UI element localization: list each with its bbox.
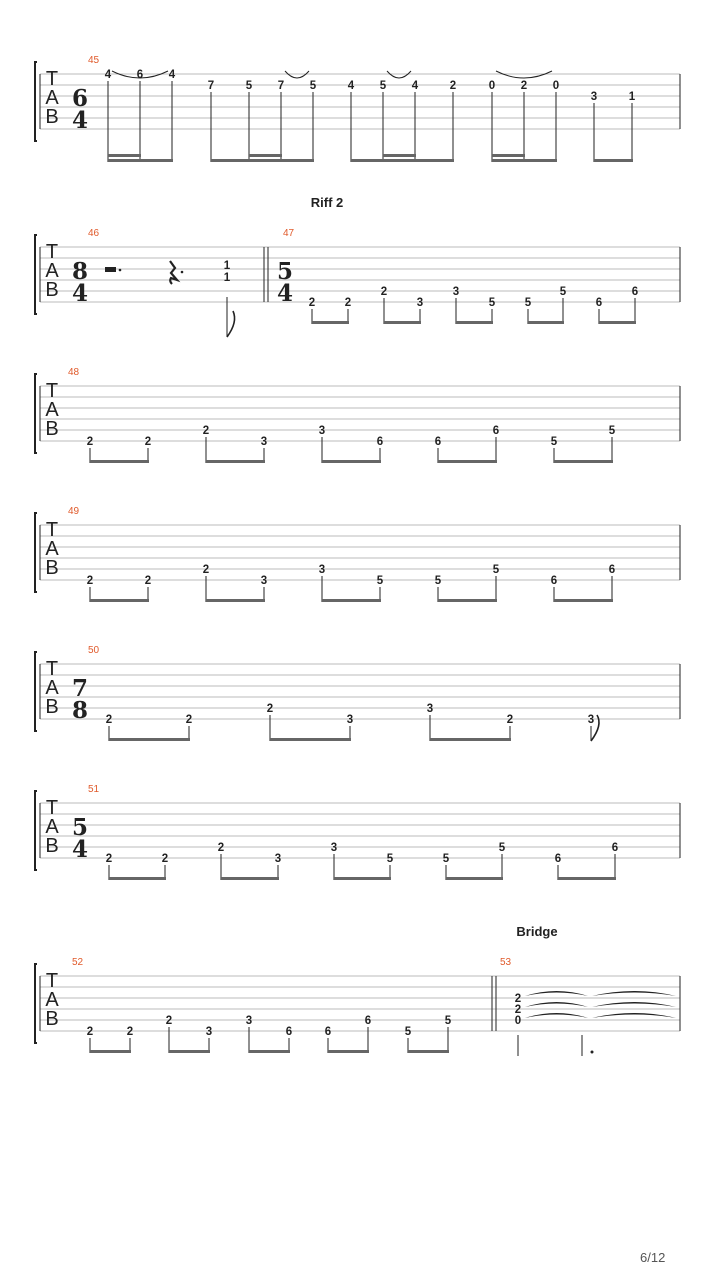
tab-clef-letter: T [45, 519, 59, 541]
fret-number: 6 [608, 564, 616, 576]
fret-number: 3 [318, 564, 326, 576]
fret-number: 2 [144, 436, 152, 448]
beam [90, 460, 149, 463]
beam [109, 877, 166, 880]
tie [525, 991, 588, 996]
fret-number: 3 [330, 842, 338, 854]
rest-dot [119, 269, 122, 272]
fret-number: 2 [506, 714, 514, 726]
beam [328, 1050, 369, 1053]
time-signature-top: 6 [71, 85, 89, 112]
tab-clef-letter: A [45, 677, 59, 699]
fret-number: 6 [595, 297, 603, 309]
system-bracket [35, 652, 37, 731]
fret-number: 5 [434, 575, 442, 587]
tab-system [35, 924, 680, 1056]
beam [108, 159, 173, 162]
time-signature-top: 5 [71, 814, 89, 841]
fret-number: 1 [223, 272, 231, 284]
fret-number: 4 [104, 69, 112, 81]
fret-number: 2 [161, 853, 169, 865]
beam [446, 877, 503, 880]
time-signature-bottom: 4 [71, 107, 89, 134]
tab-clef-letter: T [45, 241, 59, 263]
fret-number: 4 [347, 80, 355, 92]
beam [221, 877, 279, 880]
fret-number: 4 [168, 69, 176, 81]
fret-number: 5 [442, 853, 450, 865]
fret-number: 5 [386, 853, 394, 865]
measure-number: 51 [88, 784, 100, 795]
fret-number: 5 [376, 575, 384, 587]
measure-number: 47 [283, 228, 295, 239]
measure-number: 53 [500, 957, 512, 968]
fret-number: 5 [524, 297, 532, 309]
fret-number: 5 [559, 286, 567, 298]
fret-number: 3 [318, 425, 326, 437]
beam [169, 1050, 210, 1053]
tab-clef-letter: A [45, 260, 59, 282]
fret-number: 6 [492, 425, 500, 437]
fret-number: 2 [165, 1015, 173, 1027]
fret-number: 0 [488, 80, 496, 92]
fret-number: 4 [411, 80, 419, 92]
beam [438, 460, 497, 463]
measure-number: 49 [68, 506, 80, 517]
fret-number: 2 [514, 993, 522, 1005]
beam [430, 738, 511, 741]
fret-number: 2 [266, 703, 274, 715]
tie [525, 1002, 588, 1007]
half-rest [105, 267, 116, 272]
beam [554, 599, 613, 602]
tab-system [35, 195, 680, 337]
tab-system [35, 367, 680, 463]
fret-number: 5 [404, 1026, 412, 1038]
fret-number: 6 [554, 853, 562, 865]
system-bracket [35, 62, 37, 141]
tab-clef-letter: T [45, 68, 59, 90]
fret-number: 2 [144, 575, 152, 587]
beam [599, 321, 636, 324]
fret-number: 2 [105, 853, 113, 865]
tab-clef-letter: A [45, 989, 59, 1011]
rest-dot [181, 271, 184, 274]
fret-number: 5 [245, 80, 253, 92]
fret-number: 2 [86, 575, 94, 587]
tie [592, 991, 676, 996]
tab-clef-letter: B [45, 696, 59, 718]
fret-number: 2 [308, 297, 316, 309]
time-signature-top: 5 [276, 258, 294, 285]
measure-number: 52 [72, 957, 84, 968]
fret-number: 3 [590, 91, 598, 103]
fret-number: 2 [449, 80, 457, 92]
time-signature-bottom: 4 [276, 280, 294, 307]
fret-number: 3 [426, 703, 434, 715]
tab-clef-letter: B [45, 279, 59, 301]
tab-system [35, 645, 680, 741]
fret-number: 2 [185, 714, 193, 726]
fret-number: 3 [274, 853, 282, 865]
fret-number: 2 [520, 80, 528, 92]
fret-number: 2 [126, 1026, 134, 1038]
fret-number: 0 [514, 1015, 522, 1027]
fret-number: 5 [444, 1015, 452, 1027]
secondary-beam [108, 154, 141, 157]
tab-clef-letter: B [45, 835, 59, 857]
measure-number: 50 [88, 645, 100, 656]
fret-number: 6 [550, 575, 558, 587]
tab-clef-letter: A [45, 816, 59, 838]
dot [591, 1051, 594, 1054]
system-bracket [35, 791, 37, 870]
beam [211, 159, 314, 162]
beam [90, 1050, 131, 1053]
fret-number: 2 [202, 425, 210, 437]
time-signature-bottom: 4 [71, 280, 89, 307]
fret-number: 6 [434, 436, 442, 448]
fret-number: 1 [223, 260, 231, 272]
beam [322, 599, 381, 602]
fret-number: 5 [550, 436, 558, 448]
tab-clef-letter: A [45, 87, 59, 109]
measure-number: 48 [68, 367, 80, 378]
fret-number: 3 [260, 436, 268, 448]
fret-number: 6 [376, 436, 384, 448]
secondary-beam [249, 154, 282, 157]
fret-number: 0 [552, 80, 560, 92]
fret-number: 3 [245, 1015, 253, 1027]
fret-number: 2 [380, 286, 388, 298]
fret-number: 7 [277, 80, 285, 92]
system-bracket [35, 513, 37, 592]
beam [554, 460, 613, 463]
beam [384, 321, 421, 324]
fret-number: 6 [631, 286, 639, 298]
fret-number: 3 [587, 714, 595, 726]
fret-number: 2 [202, 564, 210, 576]
fret-number: 1 [628, 91, 636, 103]
beam [312, 321, 349, 324]
fret-number: 3 [416, 297, 424, 309]
beam [558, 877, 616, 880]
note-flag [227, 311, 235, 337]
beam [270, 738, 351, 741]
tab-clef-letter: T [45, 380, 59, 402]
time-signature-top: 7 [71, 675, 89, 702]
beam [206, 460, 265, 463]
fret-number: 2 [86, 1026, 94, 1038]
tab-clef-letter: A [45, 538, 59, 560]
beam [528, 321, 564, 324]
fret-number: 6 [285, 1026, 293, 1038]
fret-number: 6 [136, 69, 144, 81]
tab-clef-letter: B [45, 106, 59, 128]
fret-number: 3 [346, 714, 354, 726]
fret-number: 2 [86, 436, 94, 448]
beam [492, 159, 557, 162]
fret-number: 6 [364, 1015, 372, 1027]
beam [408, 1050, 449, 1053]
beam [351, 159, 454, 162]
section-label: Riff 2 [310, 195, 344, 210]
fret-number: 3 [260, 575, 268, 587]
fret-number: 3 [205, 1026, 213, 1038]
beam [90, 599, 149, 602]
fret-number: 2 [514, 1004, 522, 1016]
beam [334, 877, 391, 880]
beam [249, 1050, 290, 1053]
beam [109, 738, 190, 741]
fret-number: 5 [498, 842, 506, 854]
beam [456, 321, 493, 324]
tab-system [35, 784, 680, 880]
fret-number: 2 [344, 297, 352, 309]
system-bracket [35, 374, 37, 453]
time-signature-bottom: 8 [71, 697, 89, 724]
secondary-beam [492, 154, 525, 157]
tie [592, 1002, 676, 1007]
measure-number: 46 [88, 228, 100, 239]
tab-clef-letter: B [45, 557, 59, 579]
fret-number: 7 [207, 80, 215, 92]
tab-clef-letter: T [45, 658, 59, 680]
tab-clef-letter: B [45, 418, 59, 440]
tie [525, 1013, 588, 1018]
tab-clef-letter: T [45, 797, 59, 819]
beam [206, 599, 265, 602]
time-signature-bottom: 4 [71, 836, 89, 863]
quarter-rest [170, 261, 177, 284]
measure-number: 45 [88, 55, 100, 66]
fret-number: 2 [217, 842, 225, 854]
fret-number: 3 [452, 286, 460, 298]
time-signature-top: 8 [71, 258, 89, 285]
system-bracket [35, 235, 37, 314]
tab-clef-letter: B [45, 1008, 59, 1030]
fret-number: 6 [324, 1026, 332, 1038]
tab-system [35, 55, 680, 162]
section-label: Bridge [516, 924, 558, 939]
fret-number: 5 [492, 564, 500, 576]
page-number: 6/12 [640, 1250, 666, 1265]
secondary-beam [383, 154, 416, 157]
tab-clef-letter: T [45, 970, 59, 992]
fret-number: 5 [379, 80, 387, 92]
beam [322, 460, 381, 463]
tab-system [35, 506, 680, 602]
tab-clef-letter: A [45, 399, 59, 421]
system-bracket [35, 964, 37, 1043]
fret-number: 5 [309, 80, 317, 92]
fret-number: 5 [608, 425, 616, 437]
beam [438, 599, 497, 602]
beam [594, 159, 633, 162]
fret-number: 5 [488, 297, 496, 309]
tie [592, 1013, 676, 1018]
fret-number: 6 [611, 842, 619, 854]
fret-number: 2 [105, 714, 113, 726]
